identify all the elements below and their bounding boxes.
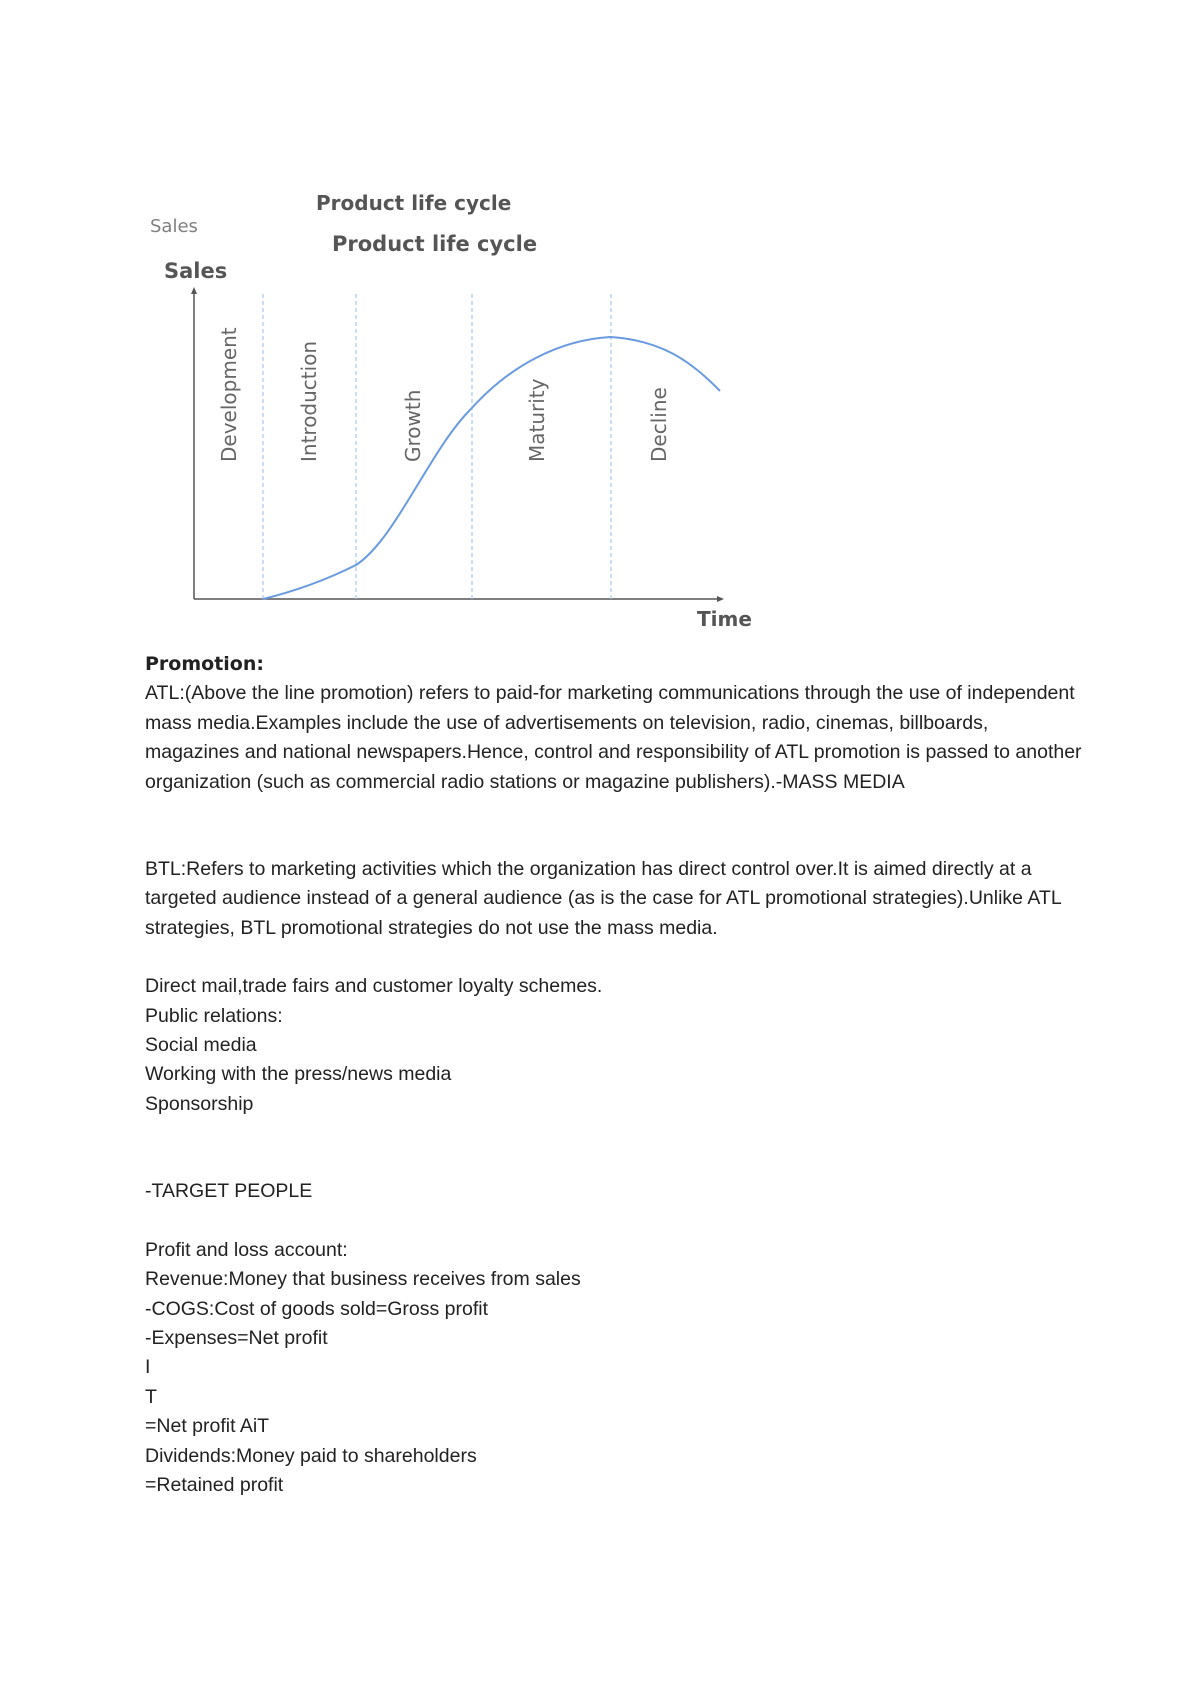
pl-line: =Retained profit [145,1473,284,1496]
btl-example-line: Public relations: [145,1004,283,1027]
atl-paragraph: ATL:(Above the line promotion) refers to paid-for marketing communications through the use of independent mass media.Examples include the use of advertisements on television, radio, cinemas, billboards, magazines and national newspapers.Hence, control and responsibility of ATL promotion is passed to another organization (such as commercial radio stations or magazine publishers).-MASS MEDIA [145,682,1087,793]
btl-example-line: Social media [145,1034,257,1057]
pl-line: Revenue:Money that business receives from sales [145,1268,581,1291]
promotion-heading: Promotion: [145,653,264,675]
btl-example-line: Sponsorship [145,1092,254,1115]
stage-label-growth: Growth [401,389,425,462]
target-people-line: -TARGET PEOPLE [145,1180,313,1203]
chart-title-faded: Product life cycle [316,191,512,215]
pl-line: T [145,1385,157,1408]
pl-line: Profit and loss account: [145,1238,348,1261]
stage-label-introduction: Introduction [297,340,321,462]
pl-line: -COGS:Cost of goods sold=Gross profit [145,1297,489,1320]
pl-line: Dividends:Money paid to shareholders [145,1444,477,1467]
chart-title: Product life cycle [332,232,538,256]
stage-label-development: Development [217,327,241,462]
pl-line: =Net profit AiT [145,1415,270,1438]
x-axis-arrow [717,596,724,602]
y-axis-arrow [191,287,197,294]
product-life-cycle-chart [130,180,770,650]
chart-ylabel-faded: Sales [150,216,198,237]
document-body [145,650,1085,1500]
btl-paragraph: BTL:Refers to marketing activities which the organization has direct control over.It is aimed directly at a targeted audience instead of a general audience (as is the case for ATL promotional strategies).Unlike ATL strategies, BTL promotional strategies do not use the mass media. [145,858,1067,939]
sales-curve [263,337,720,599]
pl-line: I [145,1356,151,1379]
btl-example-line: Working with the press/news media [145,1063,452,1086]
chart-xlabel: Time [697,607,752,631]
stage-label-decline: Decline [647,387,671,462]
btl-example-line: Direct mail,trade fairs and customer loyalty schemes. [145,975,603,998]
pl-line: -Expenses=Net profit [145,1326,328,1349]
chart-ylabel: Sales [164,259,228,283]
stage-label-maturity: Maturity [525,378,549,462]
